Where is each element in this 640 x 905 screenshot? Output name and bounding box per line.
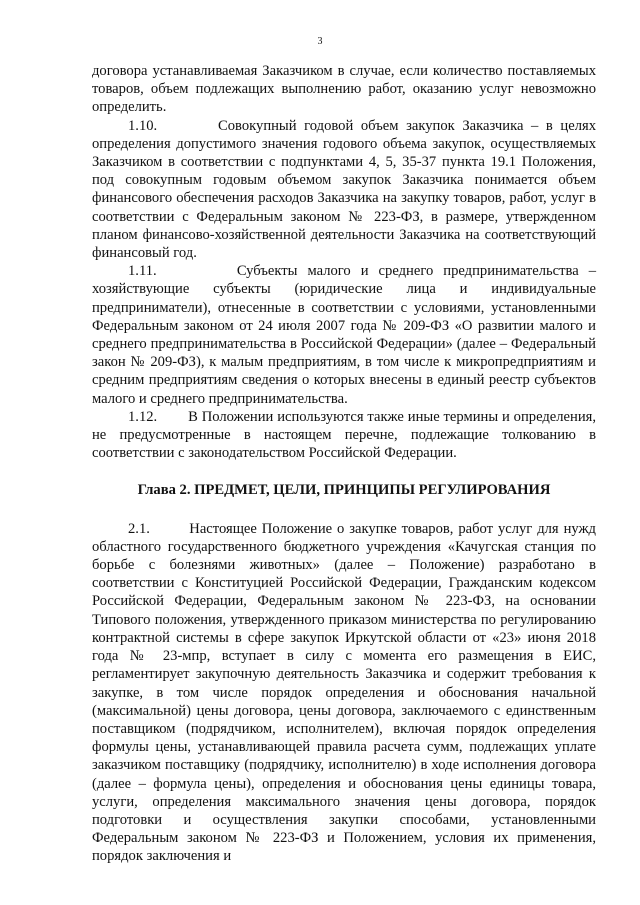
- page-number: 3: [317, 36, 323, 47]
- paragraph-text: Настоящее Положение о закупке товаров, работ услуг для нужд областного государственного бюджетного учреждения «Качугская станция по борьбе с болезнями животных» (далее – Положение) разработано в соответствии с Конституцией Российской Федерации, Гражданским кодексом Российской Федерации, Федеральным законом № 223-ФЗ, на основании Типового положения, утвержденного приказом министерства по регулированию контрактной системы в сфере закупок Иркутской области от «23» июня 2018 года № 23-мпр, вступает в силу с момента его размещения в ЕИС, регламентирует закупочную деятельность Заказчика и содержит требования к закупке, в том числе порядок определения и обоснования начальной (максимальной) цены договора, цены договора, заключаемого с единственным поставщиком (подрядчиком, исполнителем), включая порядок определения формулы цены, устанавливающей правила расчета сумм, подлежащих уплате заказчиком поставщику (подрядчику, исполнителю) в ходе исполнения договора (далее – формула цены), определения и обоснования цены единицы товара, услуги, определения максимального значения цены договора, порядок подготовки и осуществления закупки способами, установленными Федеральным законом № 223-ФЗ и Положением, условия их применения, порядок заключения и: [92, 520, 596, 865]
- paragraph-1-12: [92, 408, 596, 463]
- paragraph-text: договора устанавливаемая Заказчиком в случае, если количество поставляемых товаров, объем подлежащих выполнению работ, оказанию услуг невозможно определить.: [92, 63, 596, 116]
- paragraph-text: Субъекты малого и среднего предпринимательства – хозяйствующие субъекты (юридические лица и индивидуальные предприниматели), отнесенные в соответствии с условиями, установленными Федеральным законом от 24 июля 2007 года № 209-ФЗ «О развитии малого и среднего предпринимательства в Российской Федерации» (далее – Федеральный закон № 209-ФЗ), к малым предприятиям, в том числе к микропредприятиям и средним предприятиям сведения о которых внесены в единый реестр субъектов малого и среднего предпринимательства.: [92, 263, 596, 407]
- paragraph-number: 1.12.: [128, 408, 158, 425]
- paragraph-text: Совокупный годовой объем закупок Заказчика – в целях определения допустимого значения годового объема закупок, осуществляемых Заказчиком в соответствии с подпунктами 4, 5, 35-37 пункта 19.1 Положения, под совокупным годовым объемом закупок Заказчика понимается объем финансового обеспечения расходов Заказчика на закупку товаров, работ, услуг в соответствии с Федеральным законом № 223-ФЗ, в размере, утвержденном планом финансово-хозяйственной деятельности Заказчика на соответствующий финансовый год.: [92, 117, 596, 262]
- paragraph-1-10: [92, 117, 596, 263]
- paragraph-number: 2.1.: [128, 520, 150, 537]
- paragraph-continuation: [92, 62, 596, 117]
- document-body: [92, 62, 596, 866]
- paragraph-2-1: [92, 520, 596, 866]
- paragraph-1-11: [92, 262, 596, 408]
- paragraph-text: В Положении используются также иные термины и определения, не предусмотренные в настоящем перечне, подлежащие толкованию в соответствии с законодательством Российской Федерации.: [92, 408, 596, 462]
- chapter-heading: Глава 2. ПРЕДМЕТ, ЦЕЛИ, ПРИНЦИПЫ РЕГУЛИРОВАНИЯ: [137, 482, 551, 499]
- paragraph-number: 1.10.: [128, 117, 158, 134]
- paragraph-number: 1.11.: [128, 263, 157, 280]
